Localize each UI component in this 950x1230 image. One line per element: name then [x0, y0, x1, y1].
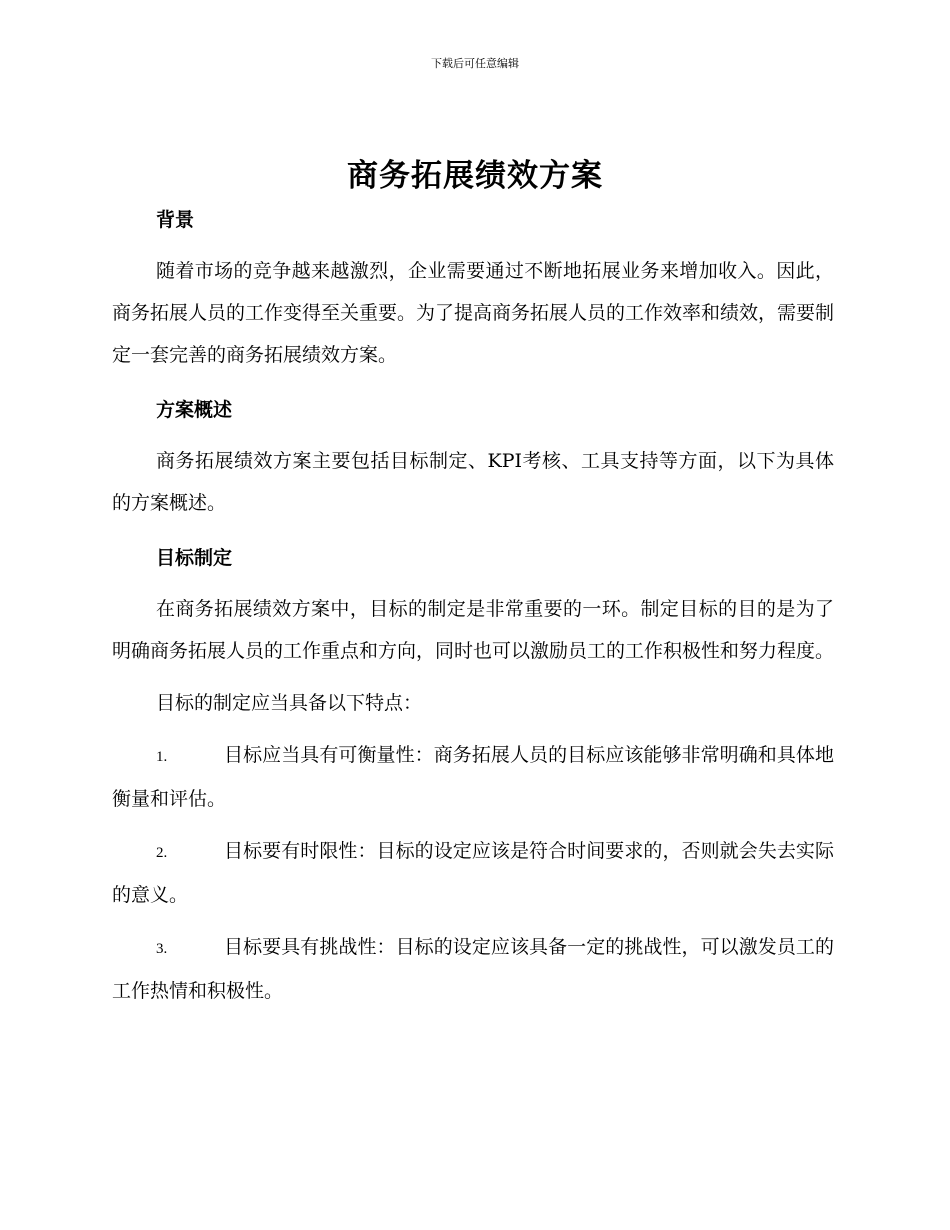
document-body: [112, 200, 834, 1012]
list-item: [112, 830, 834, 916]
page-header-note: 下载后可任意编辑: [431, 57, 519, 70]
section-heading-background: 背景: [156, 209, 195, 231]
list-item-text: 目标要有时限性：目标的设定应该是符合时间要求的，否则就会失去实际的意义。: [112, 840, 834, 906]
document-title: 商务拓展绩效方案: [347, 158, 603, 194]
list-item-number: 2.: [156, 845, 168, 861]
goal-setting-paragraph: 在商务拓展绩效方案中，目标的制定是非常重要的一环。制定目标的目的是为了明确商务拓展人员的工作重点和方向，同时也可以激励员工的工作积极性和努力程度。: [112, 598, 835, 662]
list-item-number: 1.: [156, 749, 168, 765]
section-heading-overview: 方案概述: [156, 399, 233, 421]
list-item: [112, 734, 834, 820]
section-heading-goal-setting: 目标制定: [156, 547, 233, 569]
list-item-text: 目标应当具有可衡量性：商务拓展人员的目标应该能够非常明确和具体地衡量和评估。: [112, 744, 834, 810]
list-item-number: 3.: [156, 941, 168, 957]
overview-paragraph: 商务拓展绩效方案主要包括目标制定、KPI考核、工具支持等方面，以下为具体的方案概述。: [112, 450, 834, 514]
goal-setting-intro: 目标的制定应当具备以下特点：: [156, 692, 423, 714]
list-item-text: 目标要具有挑战性：目标的设定应该具备一定的挑战性，可以激发员工的工作热情和积极性。: [112, 936, 834, 1002]
list-item: [112, 926, 834, 1012]
background-paragraph: 随着市场的竞争越来越激烈，企业需要通过不断地拓展业务来增加收入。因此，商务拓展人员的工作变得至关重要。为了提高商务拓展人员的工作效率和绩效，需要制定一套完善的商务拓展绩效方案。: [112, 260, 835, 366]
